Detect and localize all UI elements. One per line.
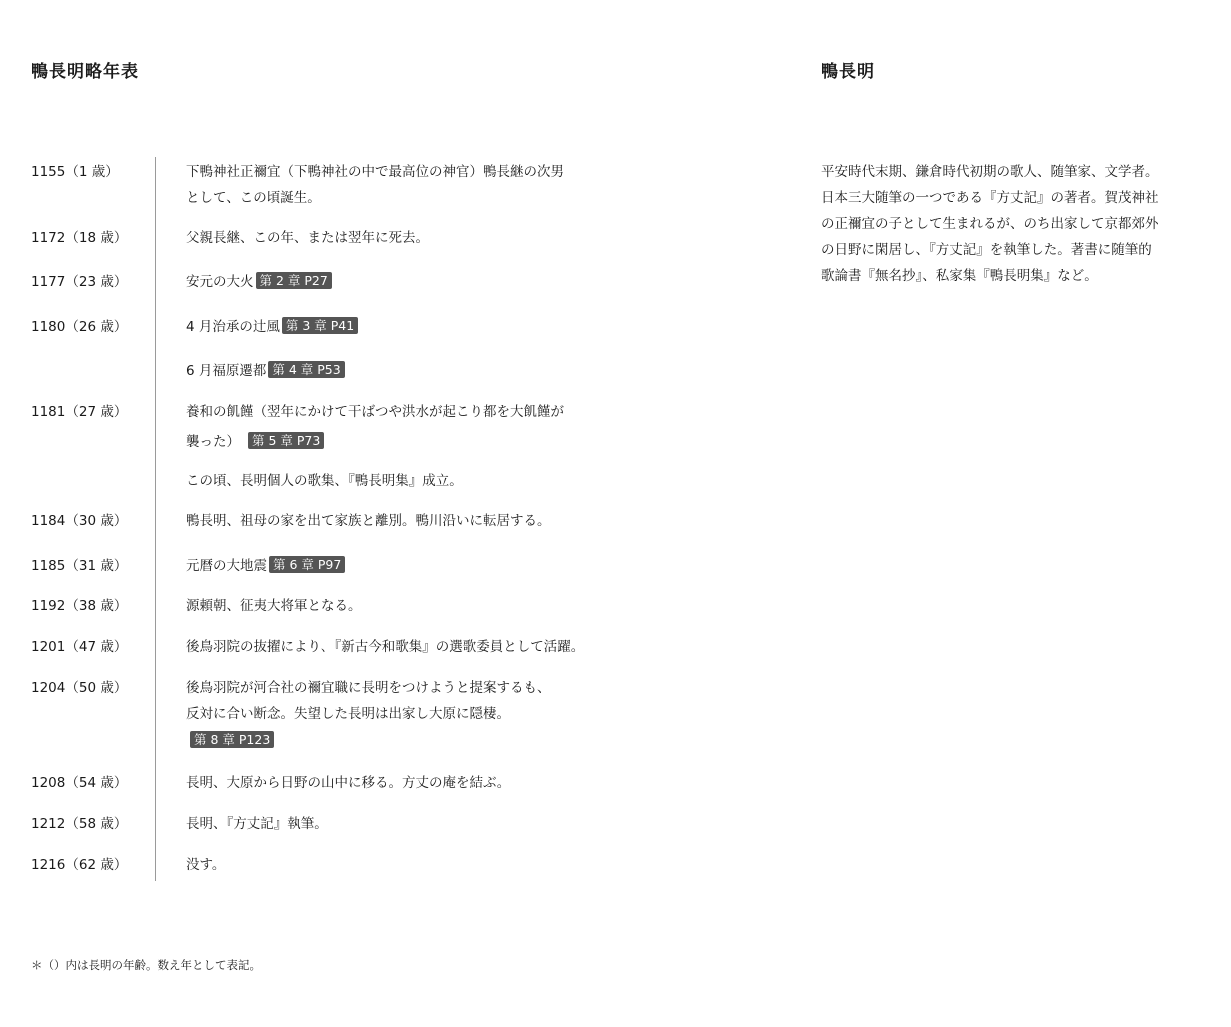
timeline-desc — [186, 468, 626, 494]
timeline-text: 後鳥羽院が河合社の禰宜職に長明をつけようと提案するも、 — [186, 680, 551, 696]
timeline-desc — [186, 399, 626, 455]
timeline-text: 鴨長明、祖母の家を出て家族と離別。鴨川沿いに転居する。 — [186, 513, 551, 529]
timeline-text: として、この頃誕生。 — [186, 190, 321, 206]
timeline-text: 後鳥羽院の抜擢により､『新古今和歌集』の選歌委員として活躍。 — [186, 639, 585, 655]
timeline-text: 長明、『方丈記』執筆。 — [186, 816, 328, 832]
timeline-text: 元暦の大地震 — [186, 558, 267, 574]
timeline-desc — [186, 675, 626, 754]
timeline-year: 1208（54 歳） — [31, 775, 128, 791]
timeline-text: 4 月治承の辻風 — [186, 319, 280, 335]
timeline-desc — [186, 269, 626, 295]
bio-line: 日本三大随筆の一つである『方丈記』の著者。賀茂神社 — [821, 190, 1159, 206]
timeline-text: 下鴨神社正禰宜（下鴨神社の中で最高位の神官）鴨長継の次男 — [186, 164, 564, 180]
timeline-desc — [186, 159, 626, 211]
bio-line: の正禰宜の子として生まれるが、のち出家して京都郊外 — [821, 216, 1159, 232]
timeline-text: 襲った） — [186, 434, 240, 450]
timeline-year: 1216（62 歳） — [31, 857, 128, 873]
timeline-year: 1204（50 歳） — [31, 680, 128, 696]
bio-title: 鴨長明 — [821, 62, 875, 82]
timeline-text: この頃、長明個人の歌集、『鴨長明集』成立。 — [186, 473, 463, 489]
timeline-year: 1212（58 歳） — [31, 816, 128, 832]
timeline-text: 6 月福原遷都 — [186, 363, 267, 379]
timeline-year: 1185（31 歳） — [31, 558, 128, 574]
timeline-year: 1201（47 歳） — [31, 639, 128, 655]
timeline-desc — [186, 593, 626, 619]
timeline-year: 1177（23 歳） — [31, 274, 128, 290]
chapter-badge: 第 3 章 P41 — [282, 317, 358, 334]
timeline-divider — [155, 157, 156, 881]
timeline-year: 1180（26 歳） — [31, 319, 128, 335]
timeline-year: 1155（1 歳） — [31, 164, 119, 180]
timeline-text: 反対に合い断念。失望した長明は出家し大原に隠棲。 — [186, 706, 510, 722]
timeline-text: 養和の飢饉（翌年にかけて干ばつや洪水が起こり都を大飢饉が — [186, 404, 564, 420]
timeline-text: 源頼朝、征夷大将軍となる。 — [186, 598, 362, 614]
timeline-desc — [186, 225, 626, 251]
timeline-year: 1172（18 歳） — [31, 230, 128, 246]
timeline-desc — [186, 314, 626, 340]
timeline-year: 1184（30 歳） — [31, 513, 128, 529]
timeline-year: 1192（38 歳） — [31, 598, 128, 614]
chapter-badge: 第 5 章 P73 — [248, 432, 324, 449]
timeline-desc — [186, 770, 626, 796]
chapter-badge: 第 6 章 P97 — [269, 556, 345, 573]
timeline-desc — [186, 508, 626, 534]
chapter-badge: 第 4 章 P53 — [268, 361, 344, 378]
timeline-desc — [186, 358, 626, 384]
footnote: ＊（）内は長明の年齢。数え年として表記。 — [31, 958, 261, 972]
timeline-desc — [186, 811, 626, 837]
bio-line: 平安時代末期、鎌倉時代初期の歌人、随筆家、文学者。 — [821, 164, 1159, 180]
chapter-badge: 第 8 章 P123 — [190, 731, 274, 748]
timeline-text: 安元の大火 — [186, 274, 254, 290]
timeline-desc — [186, 852, 626, 878]
timeline-desc — [186, 634, 626, 660]
timeline-desc — [186, 553, 626, 579]
timeline-text: 没す。 — [186, 857, 226, 873]
bio-line: の日野に閑居し、『方丈記』を執筆した。著書に随筆的 — [821, 242, 1152, 258]
timeline-year: 1181（27 歳） — [31, 404, 128, 420]
timeline-title: 鴨長明略年表 — [31, 62, 139, 82]
bio-line: 歌論書『無名抄』、私家集『鴨長明集』など。 — [821, 268, 1098, 284]
bio-paragraph — [821, 159, 1189, 289]
timeline-text: 父親長継、この年、または翌年に死去。 — [186, 230, 429, 246]
timeline-text: 長明、大原から日野の山中に移る。方丈の庵を結ぶ。 — [186, 775, 511, 791]
chapter-badge: 第 2 章 P27 — [256, 272, 332, 289]
